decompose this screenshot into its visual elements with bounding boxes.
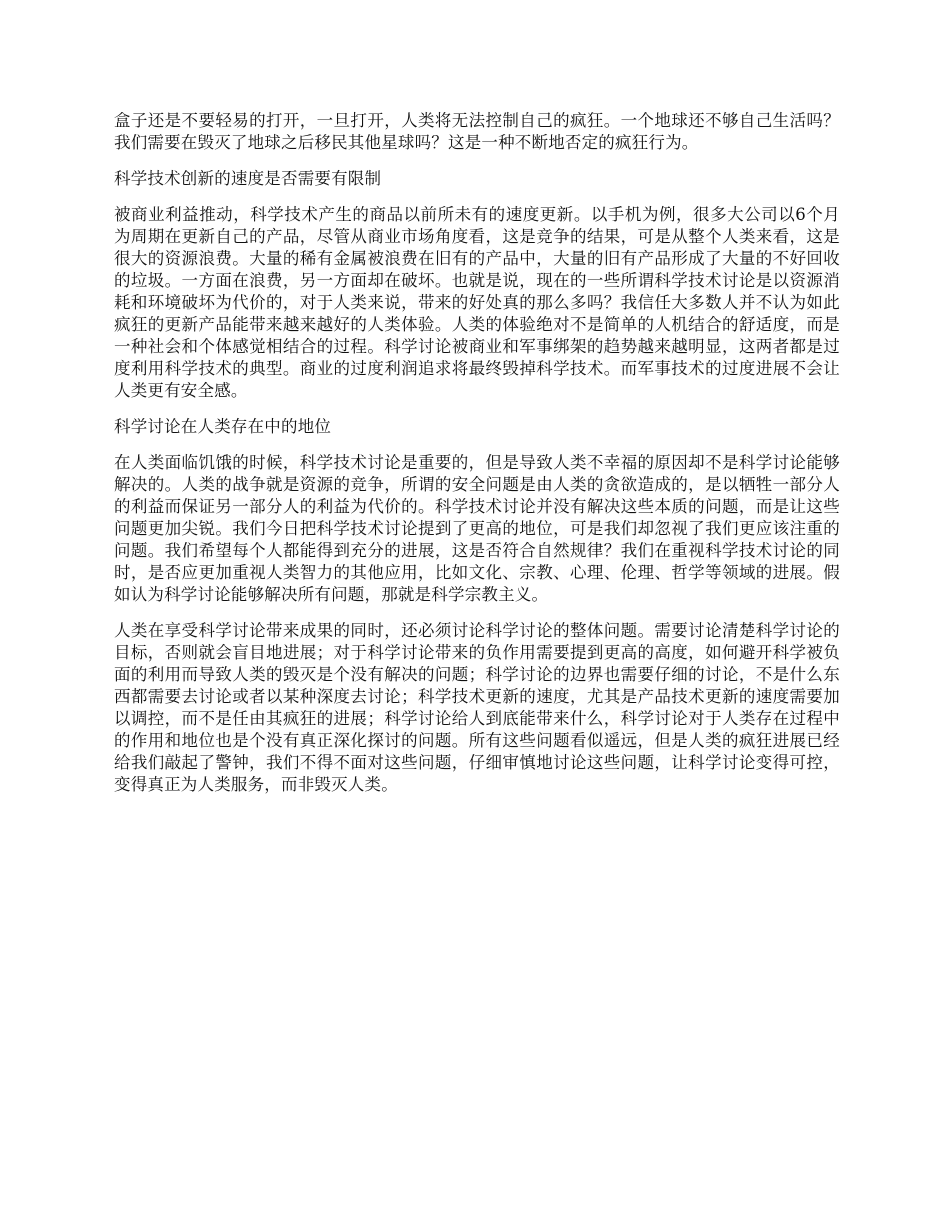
paragraph-science-status: 在人类面临饥饿的时候，科学技术讨论是重要的，但是导致人类不幸福的原因却不是科学讨论能够解决的。人类的战争就是资源的竞争，所谓的安全问题是由人类的贪欲造成的，是以牺牲一部分人的利益而保证另一部分人的利益为代价的。科学技术讨论并没有解决这些本质的问题，而是让这些问题更加尖锐。我们今日把科学技术讨论提到了更高的地位，可是我们却忽视了我们更应该注重的问题。我们希望每个人都能得到充分的进展，这是否符合自然规律？我们在重视科学技术讨论的同时，是否应更加重视人类智力的其他应用，比如文化、宗教、心理、伦理、哲学等领域的进展。假如认为科学讨论能够解决所有问题，那就是科学宗教主义。 [114,453,840,604]
document-body [114,110,840,810]
paragraph-conclusion: 人类在享受科学讨论带来成果的同时，还必须讨论科学讨论的整体问题。需要讨论清楚科学讨论的目标，否则就会盲目地进展；对于科学讨论带来的负作用需要提到更高的高度，如何避开科学被负面的利用而导致人类的毁灭是个没有解决的问题；科学讨论的边界也需要仔细的讨论，不是什么东西都需要去讨论或者以某种深度去讨论；科学技术更新的速度，尤其是产品技术更新的速度需要加以调控，而不是任由其疯狂的进展；科学讨论给人到底能带来什么，科学讨论对于人类存在过程中的作用和地位也是个没有真正深化探讨的问题。所有这些问题看似遥远，但是人类的疯狂进展已经给我们敲起了警钟，我们不得不面对这些问题，仔细审慎地讨论这些问题，让科学讨论变得可控，变得真正为人类服务，而非毁灭人类。 [114,621,840,794]
section-heading-science-status: 科学讨论在人类存在中的地位 [114,417,332,436]
paragraph-intro: 盒子还是不要轻易的打开，一旦打开，人类将无法控制自己的疯狂。一个地球还不够自己生活吗？我们需要在毁灭了地球之后移民其他星球吗？这是一种不断地否定的疯狂行为。 [114,111,840,152]
section-heading-innovation-speed: 科学技术创新的速度是否需要有限制 [114,169,382,188]
paragraph-innovation-speed: 被商业利益推动，科学技术产生的商品以前所未有的速度更新。以手机为例，很多大公司以6个月为周期在更新自己的产品，尽管从商业市场角度看，这是竞争的结果，可是从整个人类来看，这是很大的资源浪费。大量的稀有金属被浪费在旧有的产品中，大量的旧有产品形成了大量的不好回收的垃圾。一方面在浪费，另一方面却在破坏。也就是说，现在的一些所谓科学技术讨论是以资源消耗和环境破坏为代价的，对于人类来说，带来的好处真的那么多吗？我信任大多数人并不认为如此疯狂的更新产品能带来越来越好的人类体验。人类的体验绝对不是简单的人机结合的舒适度，而是一种社会和个体感觉相结合的过程。科学讨论被商业和军事绑架的趋势越来越明显，这两者都是过度利用科学技术的典型。商业的过度利润追求将最终毁掉科学技术。而军事技术的过度进展不会让人类更有安全感。 [114,205,840,400]
